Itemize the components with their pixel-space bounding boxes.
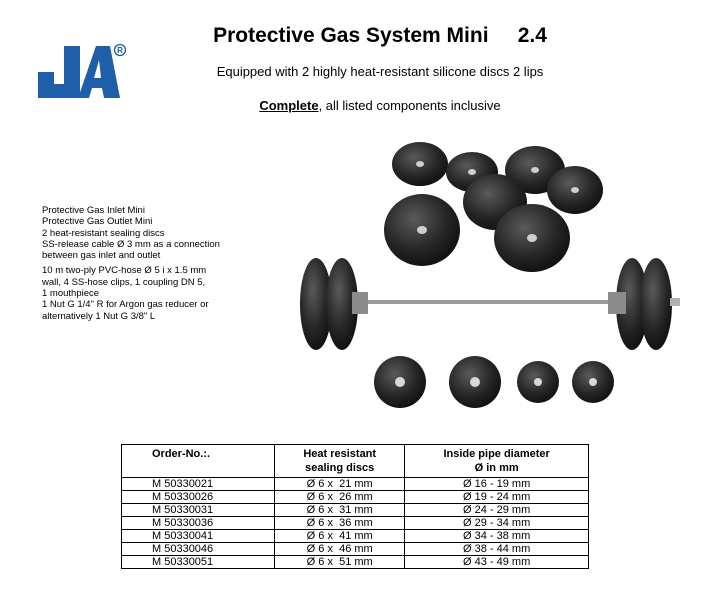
component-line: 1 mouthpiece [42, 288, 100, 300]
pipe-diameter-cell: Ø 34 - 38 mm [405, 530, 589, 543]
component-line: 10 m two-ply PVC-hose Ø 5 i x 1.5 mm [42, 265, 207, 277]
pipe-diameter-cell: Ø 29 - 34 mm [405, 517, 589, 530]
disc-size-cell: Ø 6 x 26 mm [275, 491, 405, 504]
pipe-diameter-cell: Ø 43 - 49 mm [405, 556, 589, 569]
component-list [42, 205, 282, 322]
table-row [122, 478, 589, 491]
order-no-cell: M 50330041 [122, 530, 275, 543]
disc-size-cell: Ø 6 x 36 mm [275, 517, 405, 530]
rod-assembly [300, 258, 680, 350]
table-row [122, 556, 589, 569]
header-sealing-discs: Heat resistant sealing discs [275, 445, 405, 478]
order-no-cell: M 50330021 [122, 478, 275, 491]
complete-label: Complete [259, 98, 319, 113]
pipe-diameter-cell: Ø 16 - 19 mm [405, 478, 589, 491]
order-table [121, 444, 589, 569]
table-row [122, 491, 589, 504]
table-row [122, 543, 589, 556]
pipe-diameter-cell: Ø 24 - 29 mm [405, 504, 589, 517]
header-order-no: Order-No.:. [122, 445, 275, 478]
order-no-cell: M 50330051 [122, 556, 275, 569]
component-line: alternatively 1 Nut G 3/8" L [42, 310, 156, 322]
disc-size-cell: Ø 6 x 41 mm [275, 530, 405, 543]
header-pipe-diameter: Inside pipe diameter Ø in mm [405, 445, 589, 478]
table-row [122, 530, 589, 543]
disc-row [374, 356, 614, 408]
component-line: Protective Gas Outlet Mini [42, 216, 153, 228]
component-line: 1 Nut G 1/4" R for Argon gas reducer or [42, 299, 209, 311]
order-no-cell: M 50330046 [122, 543, 275, 556]
disc-size-cell: Ø 6 x 51 mm [275, 556, 405, 569]
table-row [122, 517, 589, 530]
order-no-cell: M 50330026 [122, 491, 275, 504]
product-photo [290, 132, 690, 422]
component-line: 2 heat-resistant sealing discs [42, 227, 165, 239]
page-subtitle: Equipped with 2 highly heat-resistant silicone discs 2 lips [216, 64, 544, 79]
component-line: SS-release cable Ø 3 mm as a connection [42, 238, 220, 250]
disc-pile [384, 142, 603, 272]
order-no-cell: M 50330031 [122, 504, 275, 517]
pipe-diameter-cell: Ø 19 - 24 mm [405, 491, 589, 504]
order-no-cell: M 50330036 [122, 517, 275, 530]
component-line: wall, 4 SS-hose clips, 1 coupling DN 5, [42, 276, 206, 288]
disc-size-cell: Ø 6 x 21 mm [275, 478, 405, 491]
table-header-row [122, 445, 589, 478]
table-row [122, 504, 589, 517]
complete-rest: , all listed components inclusive [318, 98, 501, 113]
component-line: Protective Gas Inlet Mini [42, 205, 145, 216]
pipe-diameter-cell: Ø 38 - 44 mm [405, 543, 589, 556]
disc-size-cell: Ø 6 x 31 mm [275, 504, 405, 517]
complete-note [160, 98, 600, 113]
svg-text:R: R [117, 46, 123, 55]
page-title: Protective Gas System Mini 2.4 [213, 24, 547, 47]
component-line: between gas inlet and outlet [42, 250, 161, 262]
ja-logo-icon [34, 42, 126, 100]
disc-size-cell: Ø 6 x 46 mm [275, 543, 405, 556]
